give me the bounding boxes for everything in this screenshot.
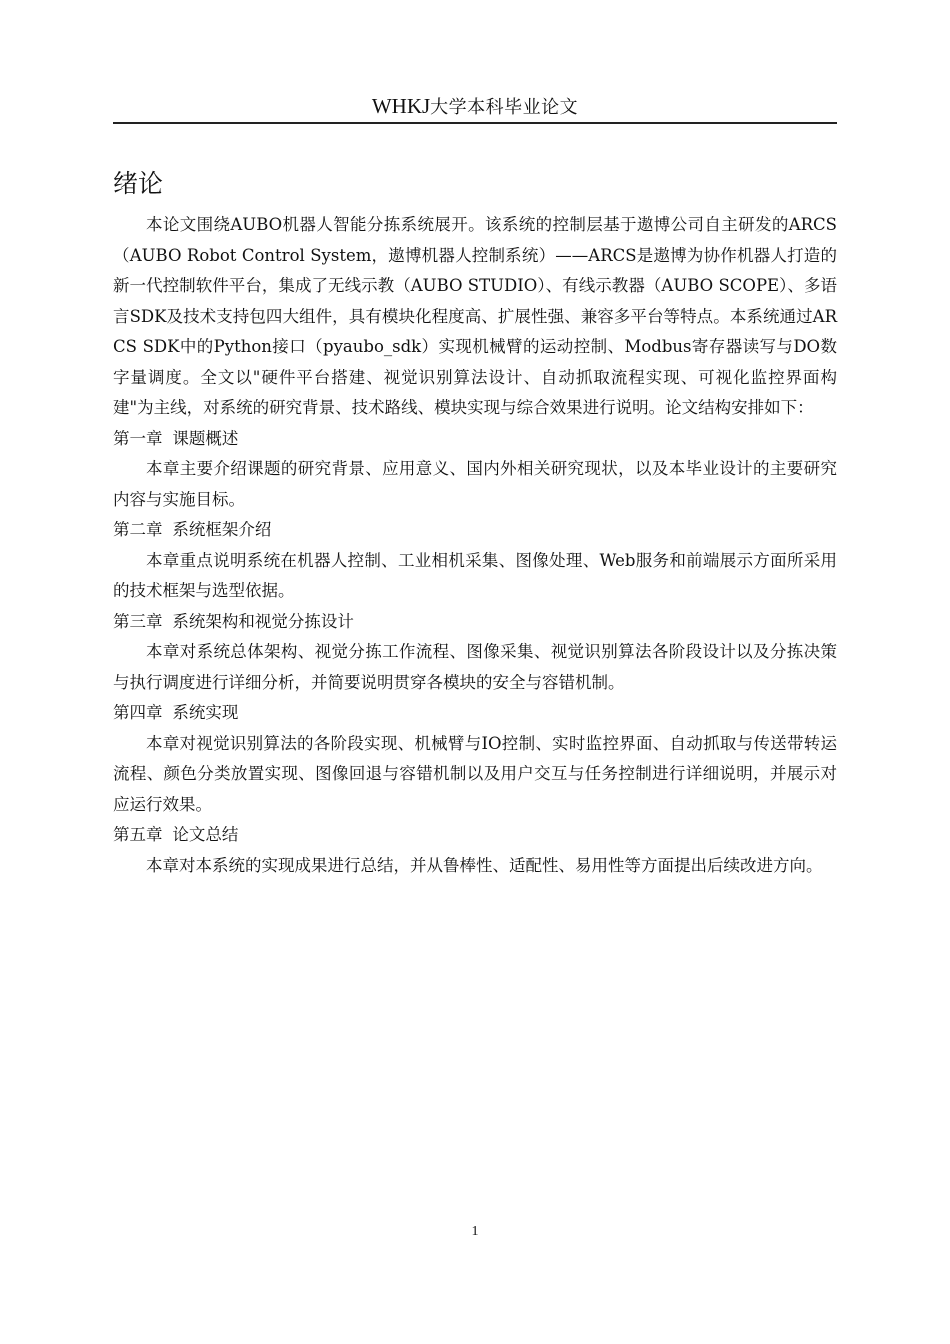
- header-title-text: 大学本科毕业论文: [430, 97, 579, 118]
- chapter-heading-1: [113, 424, 837, 455]
- chapter-number: 第二章: [113, 520, 163, 539]
- chapter-heading-2: [113, 515, 837, 546]
- section-title: 绪论: [113, 169, 164, 198]
- chapter-number: 第五章: [113, 825, 163, 844]
- chapter-summary-3: 本章对系统总体架构、视觉分拣工作流程、图像采集、视觉识别算法各阶段设计以及分拣决策与执行调度进行详细分析，并简要说明贯穿各模块的安全与容错机制。: [113, 642, 837, 692]
- chapter-title: 系统实现: [172, 703, 239, 722]
- chapter-number: 第四章: [113, 703, 163, 722]
- chapter-summary-5: 本章对本系统的实现成果进行总结，并从鲁棒性、适配性、易用性等方面提出后续改进方向。: [146, 855, 823, 875]
- chapter-title: 论文总结: [172, 825, 239, 844]
- page-header: [113, 92, 837, 124]
- header-title: [371, 94, 579, 118]
- chapter-title: 课题概述: [172, 428, 239, 448]
- chapter-summary-1: 本章主要介绍课题的研究背景、应用意义、国内外相关研究现状，以及本毕业设计的主要研究内容与实施目标。: [113, 459, 837, 509]
- chapter-heading-5: [113, 820, 837, 851]
- page-content: [113, 162, 837, 881]
- chapter-number: 第三章: [113, 611, 163, 631]
- chapter-title: 系统架构和视觉分拣设计: [172, 611, 354, 631]
- chapter-heading-4: [113, 698, 837, 729]
- header-latin: WHKJ: [371, 94, 431, 118]
- chapter-summary-2: 本章重点说明系统在机器人控制、工业相机采集、图像处理、Web服务和前端展示方面所采用的技术框架与选型依据。: [113, 550, 837, 600]
- intro-paragraph: 本论文围绕AUBO机器人智能分拣系统展开。该系统的控制层基于遨博公司自主研发的ARCS（AUBO Robot Control System，遨博机器人控制系统）——ARCS是遨博为协作机器人打造的新一代控制软件平台，集成了无线示教（AUBO STUDIO）、有线示教器（AUBO SCOPE）、多语言SDK及技术支持包四大组件，具有模块化程度高、扩展性强、兼容多平台等特点。本系统通过ARCS SDK中的Python接口（pyaubo_sdk）实现机械臂的运动控制、Modbus寄存器读写与DO数字量调度。全文以"硬件平台搭建、视觉识别算法设计、自动抓取流程实现、可视化监控界面构建"为主线，对系统的研究背景、技术路线、模块实现与综合效果进行说明。论文结构安排如下：: [113, 215, 837, 417]
- chapter-summary-4: 本章对视觉识别算法的各阶段实现、机械臂与IO控制、实时监控界面、自动抓取与传送带转运流程、颜色分类放置实现、图像回退与容错机制以及用户交互与任务控制进行详细说明，并展示对应运行效果。: [113, 733, 837, 814]
- chapter-title: 系统框架介绍: [172, 520, 272, 539]
- chapter-heading-3: [113, 607, 837, 638]
- page-number: 1: [471, 1224, 479, 1239]
- chapter-number: 第一章: [113, 428, 163, 448]
